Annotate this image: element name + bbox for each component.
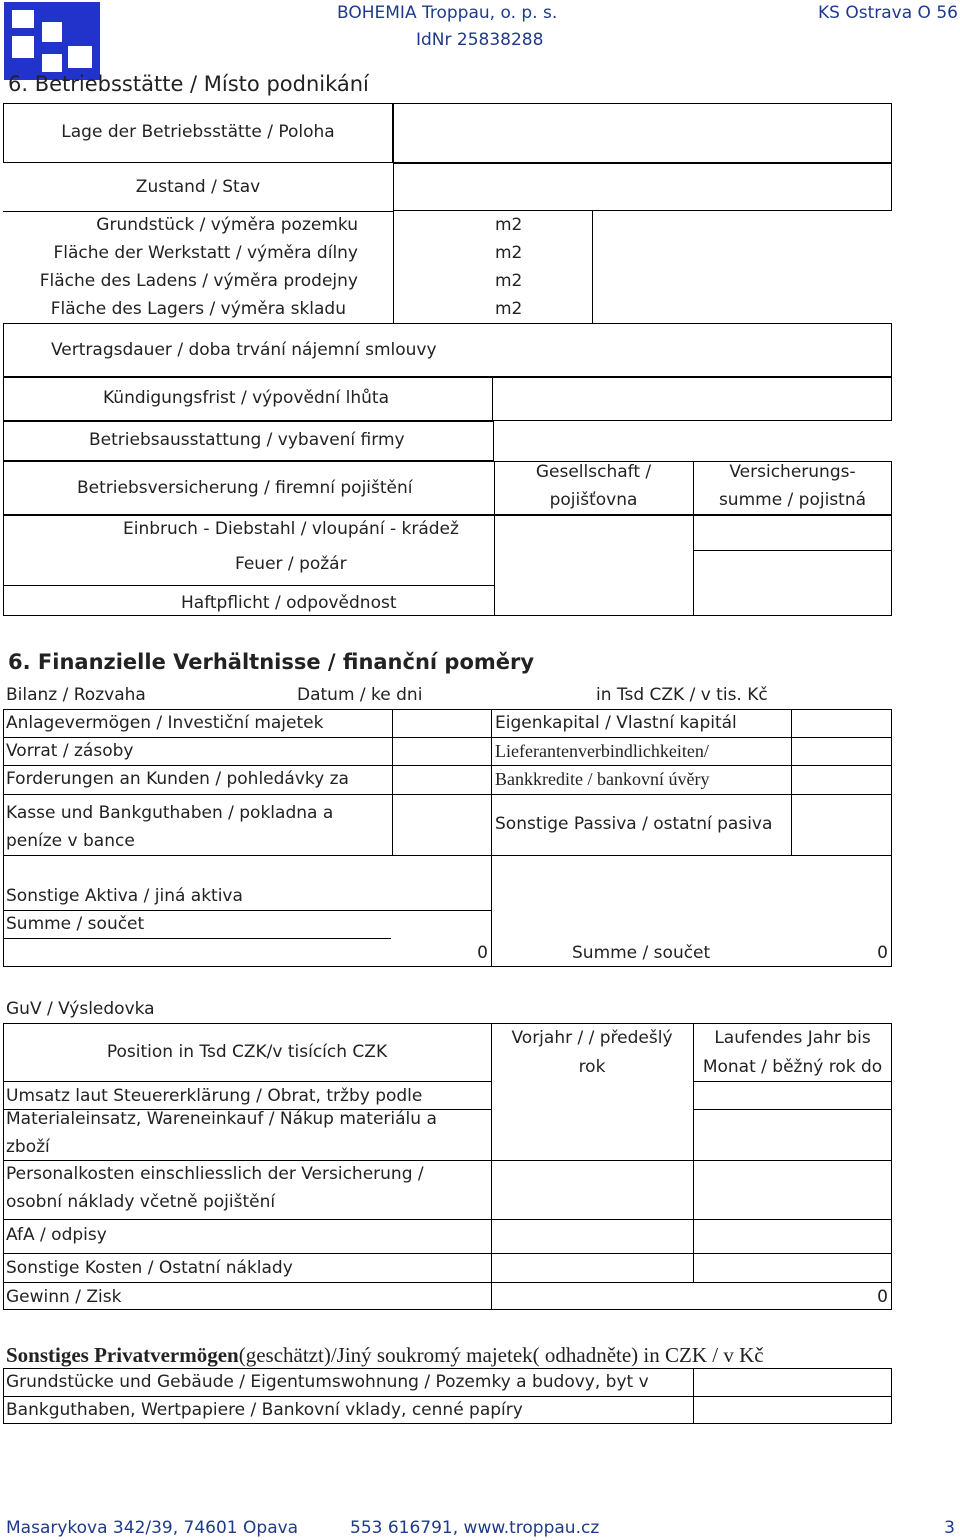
private-assets-title-bold: Sonstiges Privatvermögen — [6, 1343, 239, 1367]
location-label: Lage der Betriebsstätte / Poloha — [61, 122, 335, 142]
area-label-grundstueck: Grundstück / výměra pozemku — [96, 215, 358, 235]
private-real-estate: Grundstücke und Gebäude / Eigentumswohnung / Pozemky a budovy, byt v — [6, 1372, 649, 1392]
header-company: BOHEMIA Troppau, o. p. s. — [337, 3, 558, 23]
asset-cash-line2: peníze v bance — [6, 831, 135, 851]
pl-curr-header-line1: Laufendes Jahr bis — [714, 1028, 871, 1048]
sum-header-line2: summe / pojistná — [718, 490, 867, 510]
header-ref: KS Ostrava O 56 — [818, 3, 958, 23]
condition-input[interactable] — [393, 163, 892, 211]
insurer-input[interactable] — [495, 516, 692, 615]
equipment-label: Betriebsausstattung / vybavení firmy — [89, 430, 405, 450]
pl-profit-label: Gewinn / Zisk — [6, 1287, 122, 1307]
asset-fixed: Anlagevermögen / Investiční majetek — [6, 713, 324, 733]
condition-label: Zustand / Stav — [135, 177, 261, 197]
insurer-header-line2: pojišťovna — [549, 490, 638, 510]
asset-inventory: Vorrat / zásoby — [6, 741, 134, 761]
pl-material-line1: Materialeinsatz, Wareneinkauf / Nákup materiálu a — [6, 1109, 437, 1129]
pl-depreciation: AfA / odpisy — [6, 1225, 107, 1245]
area-value-input[interactable] — [393, 211, 491, 323]
asset-total-value: 0 — [477, 943, 488, 963]
insurance-row-fire: Feuer / požár — [235, 554, 347, 574]
insurance-row-liability: Haftpflicht / odpovědnost — [181, 593, 397, 613]
section-title-betriebsstaette: 6. Betriebsstätte / Místo podnikání — [8, 72, 369, 96]
pl-prev-header-line1: Vorjahr / / předešlý — [511, 1028, 673, 1048]
pl-other-costs: Sonstige Kosten / Ostatní náklady — [6, 1258, 293, 1278]
private-bank-securities: Bankguthaben, Wertpapiere / Bankovní vklady, cenné papíry — [6, 1400, 523, 1420]
pl-prev-header-line2: rok — [578, 1057, 606, 1077]
currency-label: in Tsd CZK / v tis. Kč — [596, 685, 768, 705]
bohemia-logo-icon — [4, 2, 100, 80]
pl-material-line2: zboží — [6, 1137, 50, 1157]
liability-total-value: 0 — [877, 943, 888, 963]
insurance-label: Betriebsversicherung / firemní pojištění — [77, 478, 413, 498]
pl-prev-year-input[interactable] — [492, 1082, 692, 1281]
notice-period-label: Kündigungsfrist / výpovědní lhůta — [103, 388, 389, 408]
pl-personnel-line2: osobní náklady včetně pojištění — [6, 1192, 276, 1212]
pl-curr-header-line2: Monat / běžný rok do — [702, 1057, 883, 1077]
area-unit-0: m2 — [495, 215, 523, 235]
location-input[interactable] — [393, 103, 892, 163]
area-unit-2: m2 — [495, 271, 523, 291]
balance-date-label: Datum / ke dni — [297, 685, 423, 705]
liability-total-label: Summe / součet — [572, 943, 711, 963]
asset-other: Sonstige Aktiva / jiná aktiva — [6, 886, 243, 906]
liability-suppliers: Lieferantenverbindlichkeiten/ — [495, 741, 709, 761]
liabilities-values-input[interactable] — [792, 710, 891, 854]
footer-page-number: 3 — [944, 1518, 955, 1538]
liability-bank-loans: Bankkredite / bankovní úvěry — [495, 769, 710, 789]
pl-position-label: Position in Tsd CZK/v tisících CZK — [106, 1042, 388, 1062]
area-label-werkstatt: Fläche der Werkstatt / výměra dílny — [53, 243, 358, 263]
liability-other: Sonstige Passiva / ostatní pasiva — [495, 814, 773, 834]
equipment-input[interactable] — [494, 421, 892, 461]
private-assets-title-rest: (geschätzt)/Jiný soukromý majetek( odhadněte) in CZK / v Kč — [238, 1343, 764, 1367]
lease-duration-label: Vertragsdauer / doba trvání nájemní smlouvy — [51, 340, 437, 360]
footer-contact: 553 616791, www.troppau.cz — [350, 1518, 600, 1538]
liability-equity: Eigenkapital / Vlastní kapitál — [495, 713, 737, 733]
sum-header-line1: Versicherungs- — [729, 462, 856, 482]
pl-profit-value: 0 — [877, 1287, 888, 1307]
pl-title: GuV / Výsledovka — [6, 999, 155, 1019]
lease-duration-input[interactable] — [493, 324, 891, 376]
balance-label: Bilanz / Rozvaha — [6, 685, 146, 705]
footer-address: Masarykova 342/39, 74601 Opava — [6, 1518, 299, 1538]
header-idnr: IdNr 25838288 — [416, 30, 544, 50]
asset-cash-line1: Kasse und Bankguthaben / pokladna a — [6, 803, 334, 823]
section-title-finanzen: 6. Finanzielle Verhältnisse / finanční poměry — [8, 650, 535, 674]
insurer-header-line1: Gesellschaft / — [535, 462, 652, 482]
asset-total-label: Summe / součet — [6, 914, 145, 934]
area-label-laden: Fläche des Ladens / výměra prodejny — [39, 271, 358, 291]
insured-sum-input[interactable] — [694, 516, 891, 615]
asset-receivables: Forderungen an Kunden / pohledávky za — [6, 769, 349, 789]
notice-period-input[interactable] — [493, 378, 891, 420]
pl-current-year-input[interactable] — [694, 1082, 891, 1281]
pl-revenue: Umsatz laut Steuererklärung / Obrat, tržby podle — [6, 1086, 423, 1106]
area-unit-1: m2 — [495, 243, 523, 263]
insurance-row-burglary: Einbruch - Diebstahl / vloupání - krádež — [123, 519, 459, 539]
pl-personnel-line1: Personalkosten einschliesslich der Versicherung / — [6, 1164, 424, 1184]
area-unit-3: m2 — [495, 299, 523, 319]
private-assets-title — [6, 1343, 764, 1367]
assets-values-input[interactable] — [393, 710, 490, 854]
private-assets-input[interactable] — [694, 1369, 891, 1423]
area-label-lager: Fläche des Lagers / výměra skladu — [50, 299, 346, 319]
